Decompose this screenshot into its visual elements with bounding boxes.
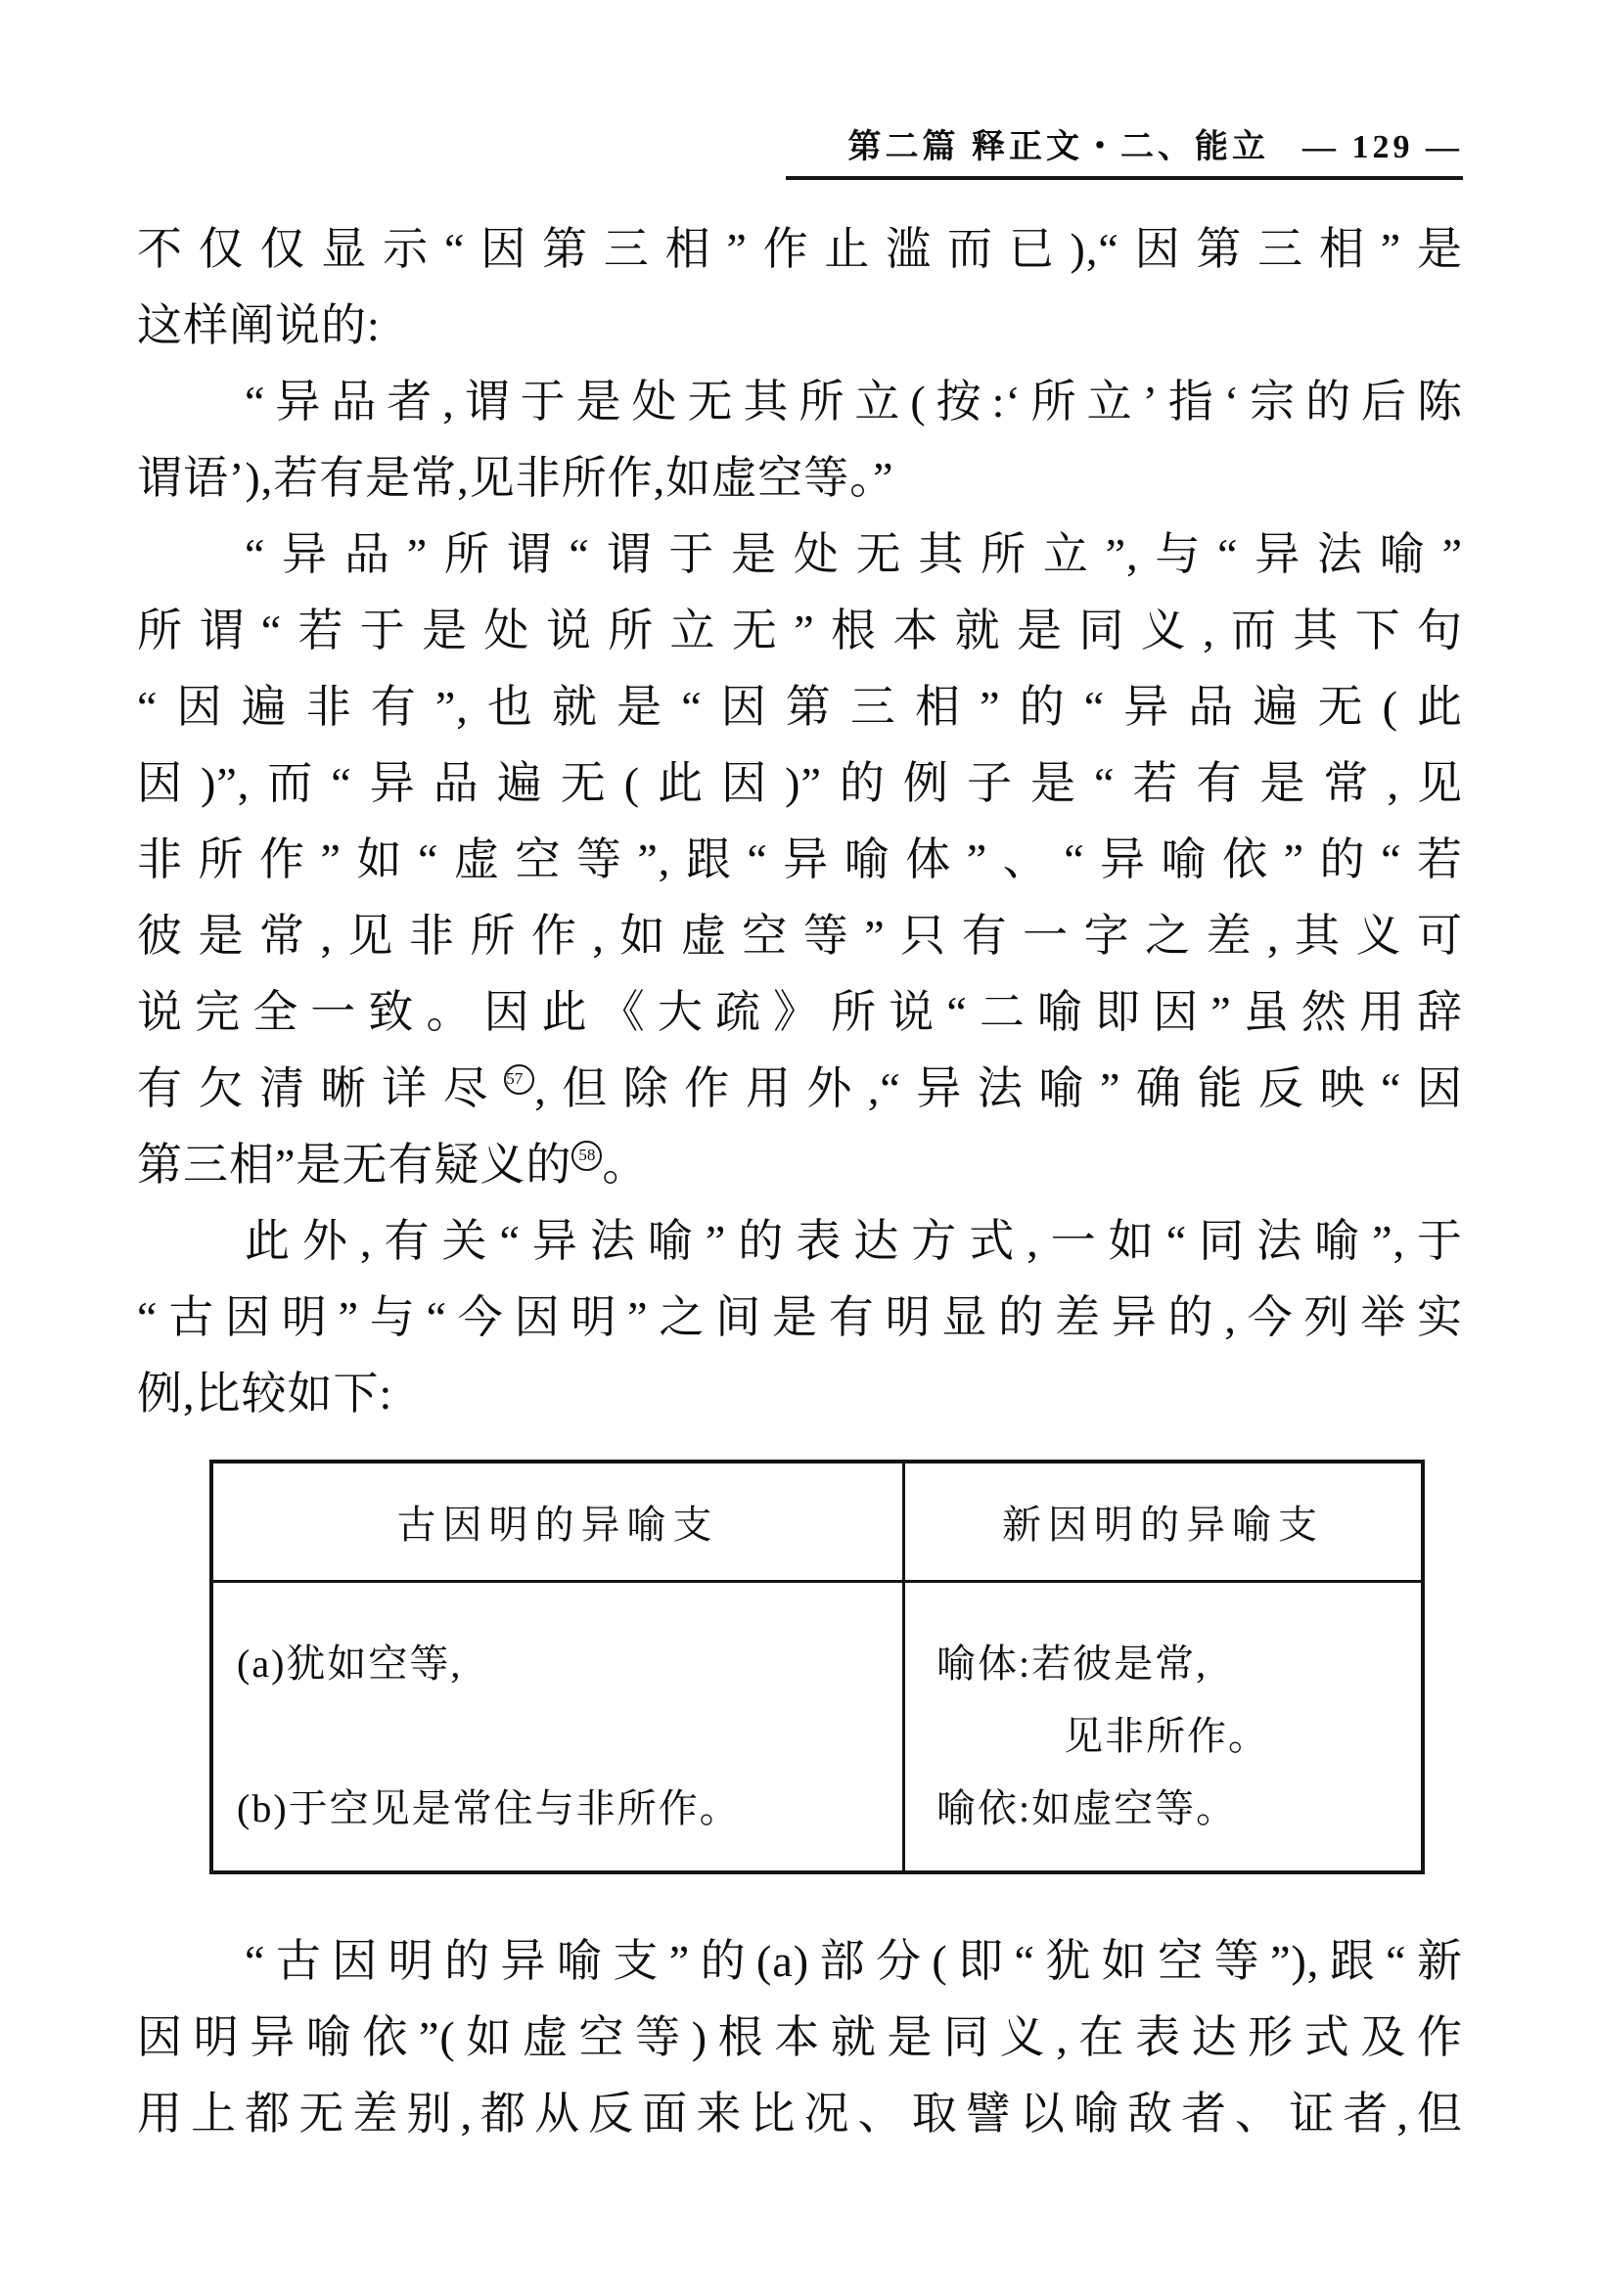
chapter-title: 第二篇 释正文・二、能立 <box>847 129 1269 165</box>
text-segment: ,但除作用外,“异法喻”确能反映“因 <box>534 1063 1463 1113</box>
text-line: “异品者,谓于是处无其所立(按:‘所立’指‘宗的后陈 <box>245 377 1463 427</box>
paragraph-5 <box>137 1923 1463 2152</box>
header-rule <box>786 176 1463 180</box>
table-cell-old-examples <box>213 1583 902 1870</box>
text-line: 这样阐说的: <box>137 300 381 350</box>
text-line: 说完全一致。因此《大疏》所说“二喻即因”虽然用辞 <box>137 987 1463 1037</box>
text-line: 所谓“若于是处说所立无”根本就是同义,而其下句 <box>137 606 1463 655</box>
text-line <box>137 1127 1463 1203</box>
table-line-yuyi: 喻依:如虚空等。 <box>936 1786 1238 1830</box>
paragraph-1 <box>137 211 1463 364</box>
text-segment: 第三相”是无有疑义的 <box>137 1140 572 1190</box>
table-line-a: (a)犹如空等, <box>237 1642 463 1686</box>
text-line: 因)”,而“异品遍无(此因)”的例子是“若有是常,见 <box>137 758 1463 808</box>
page-header <box>786 119 1463 180</box>
paragraph-3 <box>137 517 1463 1203</box>
table-line-b: (b)于空见是常住与非所作。 <box>237 1786 741 1830</box>
table-header-new-hetuvidya: 新因明的异喻支 <box>902 1463 1421 1583</box>
paragraph-4 <box>137 1203 1463 1432</box>
comparison-table <box>209 1460 1425 1874</box>
page-number: — 129 — <box>1302 129 1463 165</box>
text-line: “因遍非有”,也就是“因第三相”的“异品遍无(此 <box>137 682 1463 732</box>
table-header-old-hetuvidya: 古因明的异喻支 <box>213 1463 902 1583</box>
text-segment: 有欠清晰详尽 <box>137 1063 505 1113</box>
text-segment: 。 <box>602 1140 649 1190</box>
text-line: 不仅仅显示“因第三相”作止滥而已),“因第三相”是 <box>137 224 1463 274</box>
text-line: 谓语’),若有是常,见非所作,如虚空等。” <box>137 453 894 503</box>
text-line <box>137 1051 1463 1127</box>
table-line-yuti-cont: 见非所作。 <box>1064 1714 1269 1758</box>
table-cell-new-examples <box>902 1583 1421 1870</box>
text-line: “古因明的异喻支”的(a)部分(即“犹如空等”),跟“新 <box>245 1936 1463 1986</box>
running-head <box>786 119 1463 167</box>
text-line: 用上都无差别,都从反面来比况、取譬以喻敌者、证者,但 <box>137 2089 1463 2138</box>
text-line: 非所作”如“虚空等”,跟“异喻体”、“异喻依”的“若 <box>137 834 1463 884</box>
text-line: “异品”所谓“谓于是处无其所立”,与“异法喻” <box>245 529 1463 579</box>
text-line: 此外,有关“异法喻”的表达方式,一如“同法喻”,于 <box>245 1216 1463 1266</box>
text-line: 例,比较如下: <box>137 1369 393 1418</box>
text-line: 因明异喻依”(如虚空等)根本就是同义,在表达形式及作 <box>137 2012 1463 2062</box>
paragraph-2-quote <box>137 364 1463 517</box>
text-line: “古因明”与“今因明”之间是有明显的差异的,今列举实 <box>137 1292 1463 1342</box>
footnote-marker-58: 58 <box>571 1141 602 1171</box>
text-line: 彼是常,见非所作,如虚空等”只有一字之差,其义可 <box>137 911 1463 961</box>
table-line-yuti: 喻体:若彼是常, <box>936 1642 1209 1686</box>
footnote-marker-57: 57 <box>504 1064 534 1095</box>
body-text <box>137 211 1463 2152</box>
